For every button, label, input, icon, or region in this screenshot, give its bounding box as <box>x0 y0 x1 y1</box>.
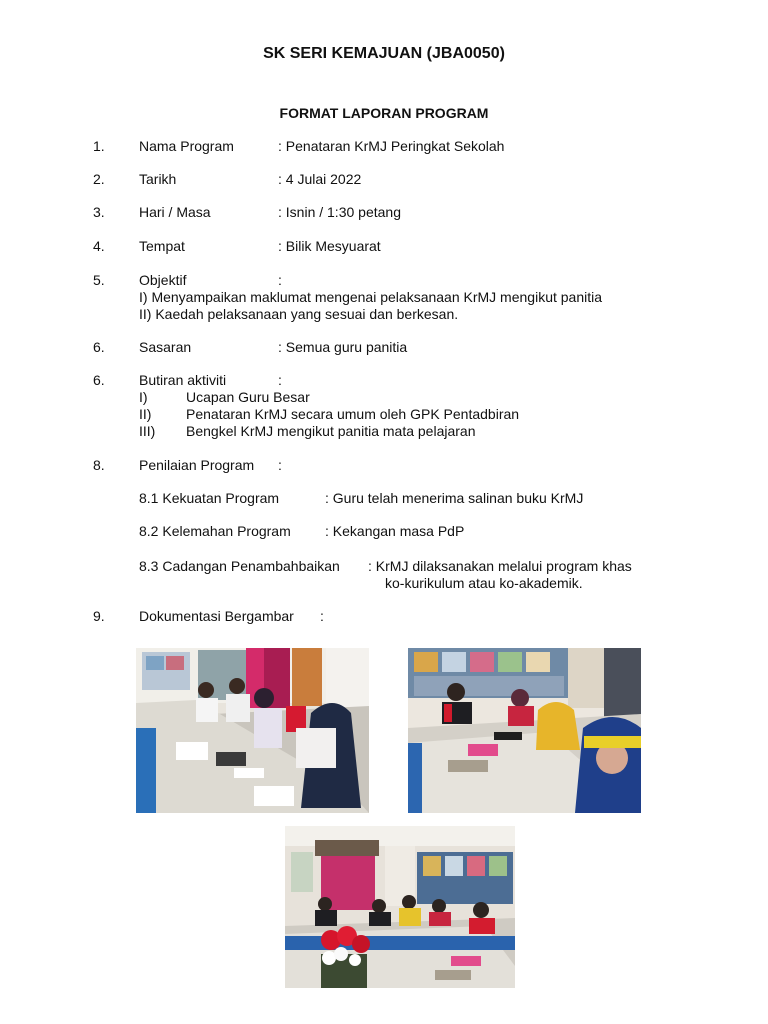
evaluation-label: 8.2 Kelemahan Program <box>139 523 291 539</box>
objective-line: II) Kaedah pelaksanaan yang sesuai dan berkesan. <box>139 306 459 322</box>
activity-text: Ucapan Guru Besar <box>186 389 310 405</box>
meeting-room-photo-2 <box>408 648 641 813</box>
item-number: 5. <box>93 272 105 288</box>
item-label: Penilaian Program <box>139 457 255 473</box>
item-number: 8. <box>93 457 105 473</box>
photo-illustration <box>285 826 515 988</box>
item-value: : <box>278 272 282 288</box>
activity-numeral: III) <box>139 423 156 439</box>
evaluation-value: : KrMJ dilaksanakan melalui program khas <box>368 558 632 574</box>
item-value: : <box>320 608 324 624</box>
activity-text: Bengkel KrMJ mengikut panitia mata pelajaran <box>186 423 476 439</box>
activity-text: Penataran KrMJ secara umum oleh GPK Pentadbiran <box>186 406 520 422</box>
item-value: : Bilik Mesyuarat <box>278 238 381 254</box>
item-label: Tarikh <box>139 171 177 187</box>
objective-line: I) Menyampaikan maklumat mengenai pelaksanaan KrMJ mengikut panitia <box>139 289 603 305</box>
item-value: : Semua guru panitia <box>278 339 408 355</box>
item-number: 4. <box>93 238 105 254</box>
item-number: 2. <box>93 171 105 187</box>
item-label: Objektif <box>139 272 187 288</box>
document-title: SK SERI KEMAJUAN (JBA0050) <box>263 45 505 62</box>
item-value: : <box>278 372 282 388</box>
meeting-room-photo-1 <box>136 648 369 813</box>
evaluation-label: 8.3 Cadangan Penambahbaikan <box>139 558 340 574</box>
evaluation-value: : Guru telah menerima salinan buku KrMJ <box>325 490 584 506</box>
document-subtitle: FORMAT LAPORAN PROGRAM <box>279 105 489 121</box>
meeting-room-photo-3 <box>285 826 515 988</box>
item-value: : Isnin / 1:30 petang <box>278 204 401 220</box>
item-number: 6. <box>93 372 105 388</box>
item-label: Butiran aktiviti <box>139 372 227 388</box>
item-number: 6. <box>93 339 105 355</box>
activity-numeral: I) <box>139 389 148 405</box>
item-number: 1. <box>93 138 105 154</box>
activity-numeral: II) <box>139 406 152 422</box>
item-number: 9. <box>93 608 105 624</box>
item-label: Sasaran <box>139 339 192 355</box>
photo-illustration <box>136 648 369 813</box>
item-label: Hari / Masa <box>139 204 211 220</box>
evaluation-label: 8.1 Kekuatan Program <box>139 490 280 506</box>
photo-illustration <box>408 648 641 813</box>
item-label: Dokumentasi Bergambar <box>139 608 294 624</box>
item-label: Tempat <box>139 238 185 254</box>
item-value: : <box>278 457 282 473</box>
item-label: Nama Program <box>139 138 234 154</box>
evaluation-value: : Kekangan masa PdP <box>325 523 465 539</box>
evaluation-value-continued: ko-kurikulum atau ko-akademik. <box>385 575 583 591</box>
item-value: : Penataran KrMJ Peringkat Sekolah <box>278 138 505 154</box>
item-number: 3. <box>93 204 105 220</box>
item-value: : 4 Julai 2022 <box>278 171 362 187</box>
